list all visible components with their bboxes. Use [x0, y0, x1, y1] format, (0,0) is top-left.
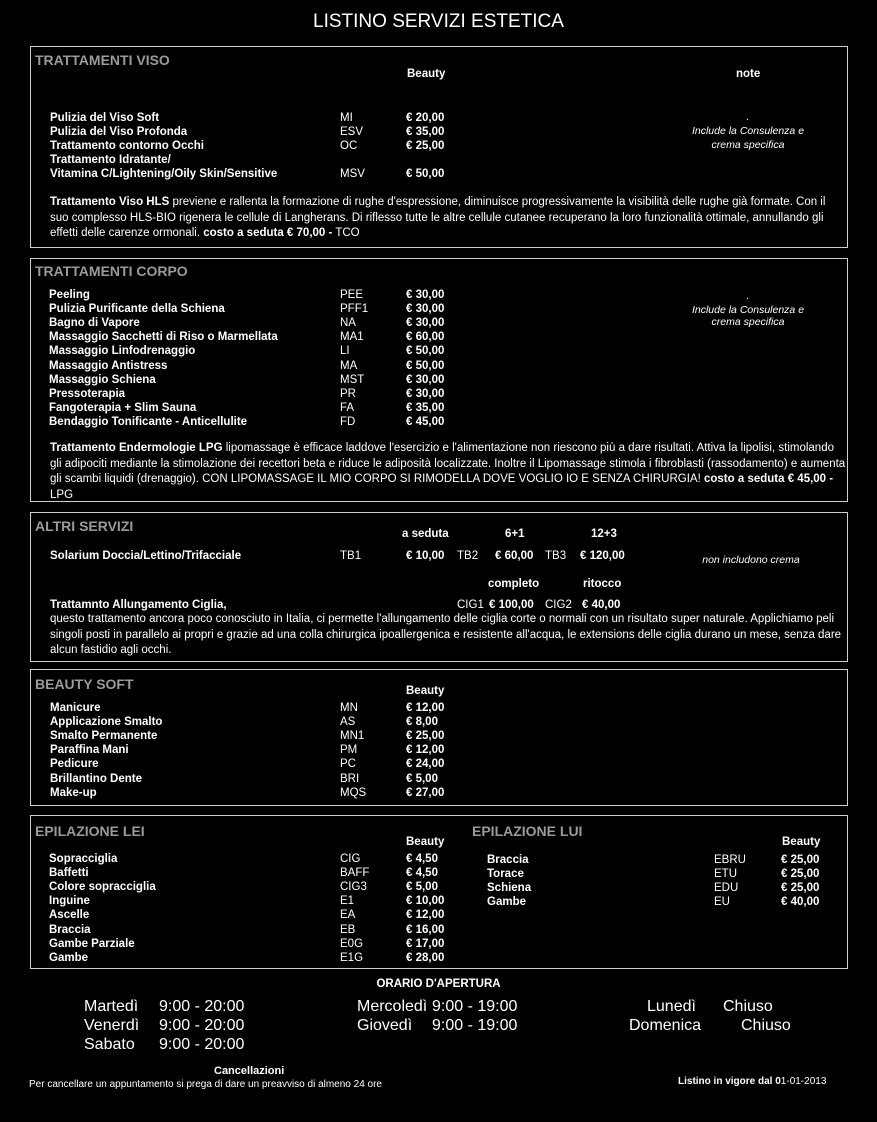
cancellation-title: Cancellazioni: [214, 1065, 285, 1077]
service-code: EB: [340, 923, 356, 936]
service-code: MSV: [340, 168, 365, 180]
service-name: Baffetti: [49, 867, 89, 880]
service-name: Fangoterapia + Slim Sauna: [49, 401, 197, 414]
service-price: € 25,00: [781, 854, 820, 866]
service-code: E1G: [340, 951, 364, 964]
service-code: EA: [340, 909, 356, 922]
service-name: Solarium Doccia/Lettino/Trifacciale: [50, 550, 242, 562]
hours-day: Domenica: [629, 1017, 702, 1034]
service-name: Pulizia del Viso Soft: [50, 112, 160, 124]
service-price: € 30,00: [406, 317, 445, 330]
service-code: MI: [340, 112, 353, 124]
service-price: € 16,00: [406, 923, 445, 936]
service-name: Bagno di Vapore: [49, 317, 140, 330]
column-header-beauty: Beauty: [406, 685, 445, 697]
service-price: € 25,00: [781, 882, 820, 895]
service-price: € 10,00: [406, 895, 445, 908]
note-text: crema specifica: [711, 139, 785, 151]
hours-day: Giovedì: [357, 1017, 413, 1034]
hours-day: Mercoledì: [357, 998, 428, 1015]
service-code: TB2: [457, 550, 479, 562]
service-name: Massaggio Linfodrenaggio: [49, 345, 196, 358]
service-price: € 30,00: [406, 289, 445, 301]
service-code: PR: [340, 387, 356, 400]
note-dot: .: [746, 290, 750, 302]
column-header-6-1: 6+1: [505, 528, 525, 540]
section-header: TRATTAMENTI CORPO: [35, 263, 188, 279]
section-header: TRATTAMENTI VISO: [35, 52, 170, 68]
service-name: Gambe Parziale: [49, 937, 135, 950]
service-code: MQS: [340, 786, 367, 799]
service-name: Pressoterapia: [49, 387, 126, 400]
service-name: Paraffina Mani: [50, 744, 129, 757]
service-price: € 120,00: [580, 550, 625, 562]
service-price: € 4,50: [406, 853, 438, 865]
column-header-beauty: Beauty: [407, 68, 446, 80]
note-text: non includono crema: [702, 554, 800, 566]
service-price: € 4,50: [406, 867, 438, 880]
service-price: € 8,00: [406, 716, 438, 729]
service-code: EBRU: [714, 854, 746, 866]
service-price: € 35,00: [406, 126, 445, 138]
service-code: CIG1: [457, 599, 484, 611]
service-name: Gambe: [487, 896, 526, 909]
service-name: Inguine: [49, 895, 90, 908]
column-header-beauty: Beauty: [406, 836, 445, 848]
hours-time: Chiuso: [723, 998, 773, 1015]
service-code: MA: [340, 359, 358, 372]
service-price: € 30,00: [406, 373, 445, 386]
service-price: € 40,00: [582, 599, 621, 611]
service-price: € 27,00: [406, 786, 445, 799]
section-header: ALTRI SERVIZI: [35, 518, 134, 534]
service-price: € 17,00: [406, 937, 445, 950]
column-header-12-3: 12+3: [591, 528, 617, 540]
service-code: MST: [340, 373, 365, 386]
service-code: EU: [714, 896, 730, 909]
section-header: BEAUTY SOFT: [35, 676, 134, 692]
service-name: Manicure: [50, 702, 101, 714]
service-price: € 50,00: [406, 168, 445, 180]
service-code: BAFF: [340, 867, 370, 880]
service-name: Smalto Permanente: [50, 730, 158, 743]
service-code: PFF1: [340, 303, 369, 316]
service-name: Colore sopracciglia: [49, 881, 156, 894]
service-name: Ascelle: [49, 909, 90, 922]
service-price: € 35,00: [406, 401, 445, 414]
service-code: E1: [340, 895, 355, 908]
service-code: PM: [340, 744, 358, 757]
service-name: Braccia: [49, 923, 91, 936]
hours-day: Martedì: [84, 998, 139, 1015]
hours-time: 9:00 - 20:00: [159, 998, 245, 1015]
service-name: Braccia: [487, 854, 529, 866]
service-name: Pedicure: [50, 758, 99, 771]
service-name: Torace: [487, 868, 524, 881]
hours-time: 9:00 - 20:00: [159, 1017, 245, 1034]
service-code: E0G: [340, 937, 364, 950]
service-code: PEE: [340, 289, 364, 301]
service-price: € 25,00: [406, 730, 445, 743]
opening-hours-title: ORARIO D'APERTURA: [376, 978, 501, 990]
section-header-lui: EPILAZIONE LUI: [472, 823, 583, 839]
hours-time: 9:00 - 20:00: [159, 1036, 245, 1053]
service-name: Massaggio Schiena: [49, 373, 156, 386]
service-name: Applicazione Smalto: [50, 716, 163, 729]
service-code: PC: [340, 758, 356, 771]
hours-day: Venerdì: [84, 1017, 140, 1034]
service-code: MA1: [340, 331, 364, 344]
validity-label: Listino in vigore dal 0: [678, 1076, 781, 1087]
service-price: € 24,00: [406, 758, 445, 771]
service-code: MN1: [340, 730, 365, 743]
column-header-note: note: [736, 68, 761, 80]
hls-description: [50, 195, 846, 242]
section-header-lei: EPILAZIONE LEI: [35, 823, 145, 839]
service-name: Bendaggio Tonificante - Anticellulite: [49, 415, 248, 428]
service-name: Peeling: [49, 289, 90, 301]
service-price: € 45,00: [406, 415, 445, 428]
service-price: € 10,00: [406, 550, 445, 562]
service-price: € 12,00: [406, 909, 445, 922]
service-code: FD: [340, 415, 356, 428]
service-price: € 60,00: [406, 331, 445, 344]
column-header-ritocco: ritocco: [583, 578, 622, 590]
hls-code: TCO: [332, 227, 360, 239]
service-code: TB3: [545, 550, 567, 562]
column-header-seduta: a seduta: [402, 528, 449, 540]
service-name: Pulizia Purificante della Schiena: [49, 303, 225, 316]
service-price: € 5,00: [406, 881, 438, 894]
service-name: Make-up: [50, 786, 97, 799]
note-text: Include la Consulenza e: [691, 125, 805, 137]
service-price: € 100,00: [489, 599, 534, 611]
service-price: € 12,00: [406, 702, 445, 714]
hours-time: Chiuso: [741, 1017, 791, 1034]
service-price: € 50,00: [406, 345, 445, 358]
lpg-text: lipomassage è efficace laddove l'esercizio e l'alimentazione non riescono più a dare risultati. Attiva la lipolisi, stimolando gli adipociti mediante la stimolazione dei recettori beta e riduce le adiposità localizzate. Inoltre il Lipomassage stimola i fibroblasti (rassodamento) e aumenta gli scambi liquidi (drenaggio). CON LIPOMASSAGE IL MIO CORPO SI RIMODELLA DOVE VOGLIO IO E SENZA CHIRURGIA!: [50, 442, 846, 485]
service-name: Gambe: [49, 951, 88, 964]
service-name: Trattamento contorno Occhi: [50, 140, 204, 152]
lpg-name: Trattamento Endermologie LPG: [50, 442, 223, 454]
column-header-beauty: Beauty: [782, 836, 821, 848]
note-text: crema specifica: [711, 316, 785, 328]
service-price: € 30,00: [406, 303, 445, 316]
hours-day: Lunedì: [647, 998, 696, 1015]
service-price: € 50,00: [406, 359, 445, 372]
service-price: € 12,00: [406, 744, 445, 757]
hours-day: Sabato: [84, 1036, 135, 1053]
note-dot: .: [746, 111, 750, 123]
service-price: € 28,00: [406, 951, 445, 964]
ciglia-description: questo trattamento ancora poco conosciuto in Italia, ci permette l'allungamento delle ciglia corte o normali con un risultato super naturale. Applichiamo peli singoli posti in parallelo ai propri e grazie ad una colla chirurgica ipoallergenica e resistente all'acqua, le extensions delle ciglia durano un mese, senza dare alcun fastidio agli occhi.: [50, 613, 842, 656]
service-price: € 40,00: [781, 896, 820, 909]
service-name: Trattamento Idratante/: [50, 154, 171, 166]
validity-date: 1-01-2013: [780, 1076, 827, 1087]
service-name: Brillantino Dente: [50, 772, 143, 785]
hours-time: 9:00 - 19:00: [432, 1017, 518, 1034]
service-name: Pulizia del Viso Profonda: [50, 126, 188, 138]
service-price: € 30,00: [406, 387, 445, 400]
service-code: TB1: [340, 550, 362, 562]
note-text: Include la Consulenza e: [691, 304, 805, 316]
service-code: CIG3: [340, 881, 367, 894]
service-code: EDU: [714, 882, 739, 895]
lpg-code: LPG: [50, 488, 74, 501]
hls-cost: costo a seduta € 70,00 -: [203, 227, 333, 239]
column-header-completo: completo: [488, 578, 540, 590]
service-code: AS: [340, 716, 356, 729]
hls-text: previene e rallenta la formazione di rughe d'espressione, diminuisce progressivamente la visibilità delle rughe già formate. Con il suo complesso HLS-BIO rigenera le cellule di Langherans. Di riflesso tutte le altre cellule cutanee recuperano la loro funzionalità ottimale, annullando gli effetti delle carenze ormonali.: [50, 196, 826, 239]
service-code: BRI: [340, 772, 360, 785]
page-title: LISTINO SERVIZI ESTETICA: [313, 11, 564, 32]
service-price: € 20,00: [406, 112, 445, 124]
service-code: LI: [340, 345, 350, 358]
service-code: ETU: [714, 868, 737, 881]
cancellation-text: Per cancellare un appuntamento si prega di dare un preavviso di almeno 24 ore: [29, 1079, 382, 1090]
service-price: € 25,00: [406, 140, 445, 152]
service-price: € 25,00: [781, 868, 820, 881]
lpg-description: [50, 441, 846, 503]
service-name: Trattamnto Allungamento Ciglia,: [50, 599, 227, 611]
service-name: Schiena: [487, 882, 532, 895]
service-code: CIG2: [545, 599, 572, 611]
service-name: Massaggio Antistress: [49, 359, 168, 372]
service-name: Sopracciglia: [49, 853, 118, 865]
price-list-validity: [678, 1076, 826, 1087]
service-code: CIG: [340, 853, 361, 865]
lpg-cost: costo a seduta € 45,00 -: [703, 473, 834, 485]
service-price: € 5,00: [406, 772, 438, 785]
service-name: Vitamina C/Lightening/Oily Skin/Sensitive: [50, 168, 278, 180]
service-code: OC: [340, 140, 358, 152]
hls-name: Trattamento Viso HLS: [50, 196, 170, 208]
service-name: Massaggio Sacchetti di Riso o Marmellata: [49, 331, 278, 344]
service-price: € 60,00: [495, 550, 534, 562]
service-code: ESV: [340, 126, 364, 138]
service-code: NA: [340, 317, 356, 330]
service-code: FA: [340, 401, 355, 414]
service-code: MN: [340, 702, 358, 714]
hours-time: 9:00 - 19:00: [432, 998, 518, 1015]
